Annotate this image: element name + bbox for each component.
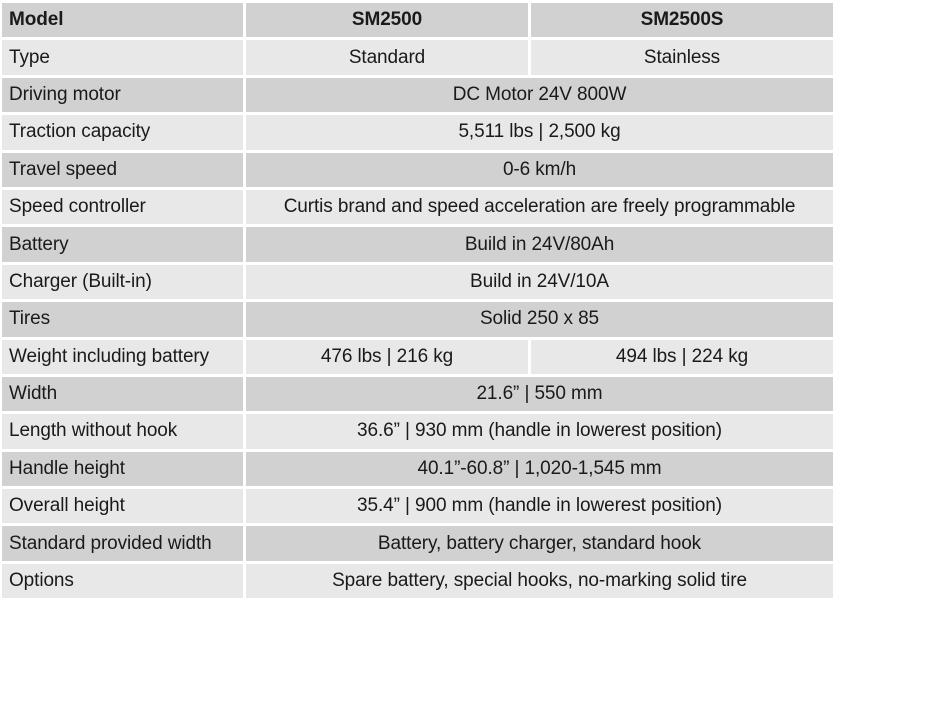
row-value: Spare battery, special hooks, no-marking solid tire — [246, 564, 833, 598]
table-row — [2, 452, 833, 486]
row-value: Battery, battery charger, standard hook — [246, 526, 833, 560]
table-row — [2, 340, 833, 374]
table-row — [2, 115, 833, 149]
table-row — [2, 40, 833, 74]
header-row — [2, 3, 833, 37]
row-label: Overall height — [2, 489, 243, 523]
row-value: 5,511 lbs | 2,500 kg — [246, 115, 833, 149]
table-row — [2, 227, 833, 261]
table-row — [2, 265, 833, 299]
row-label: Traction capacity — [2, 115, 243, 149]
row-value: Build in 24V/10A — [246, 265, 833, 299]
row-label: Handle height — [2, 452, 243, 486]
row-value: Solid 250 x 85 — [246, 302, 833, 336]
header-model-label: Model — [2, 3, 243, 37]
row-value: Standard — [246, 40, 528, 74]
table-row — [2, 414, 833, 448]
row-value: 35.4” | 900 mm (handle in lowerest position) — [246, 489, 833, 523]
row-value: DC Motor 24V 800W — [246, 78, 833, 112]
row-value: 0-6 km/h — [246, 153, 833, 187]
row-value: 476 lbs | 216 kg — [246, 340, 528, 374]
row-label: Options — [2, 564, 243, 598]
row-label: Speed controller — [2, 190, 243, 224]
row-label: Weight including battery — [2, 340, 243, 374]
row-label: Length without hook — [2, 414, 243, 448]
row-label: Type — [2, 40, 243, 74]
table-row — [2, 489, 833, 523]
row-value: Curtis brand and speed acceleration are freely programmable — [246, 190, 833, 224]
row-value: Stainless — [531, 40, 833, 74]
row-label: Width — [2, 377, 243, 411]
row-value: Build in 24V/80Ah — [246, 227, 833, 261]
table-row — [2, 78, 833, 112]
row-value: 36.6” | 930 mm (handle in lowerest position) — [246, 414, 833, 448]
row-label: Driving motor — [2, 78, 243, 112]
header-model-sm2500: SM2500 — [246, 3, 528, 37]
row-label: Charger (Built-in) — [2, 265, 243, 299]
table-row — [2, 190, 833, 224]
table-row — [2, 377, 833, 411]
table-row — [2, 153, 833, 187]
header-model-sm2500s: SM2500S — [531, 3, 833, 37]
row-label: Tires — [2, 302, 243, 336]
table-row — [2, 302, 833, 336]
row-label: Standard provided width — [2, 526, 243, 560]
row-value: 40.1”-60.8” | 1,020-1,545 mm — [246, 452, 833, 486]
table-row — [2, 526, 833, 560]
row-label: Battery — [2, 227, 243, 261]
row-value: 494 lbs | 224 kg — [531, 340, 833, 374]
table-row — [2, 564, 833, 598]
row-label: Travel speed — [2, 153, 243, 187]
row-value: 21.6” | 550 mm — [246, 377, 833, 411]
